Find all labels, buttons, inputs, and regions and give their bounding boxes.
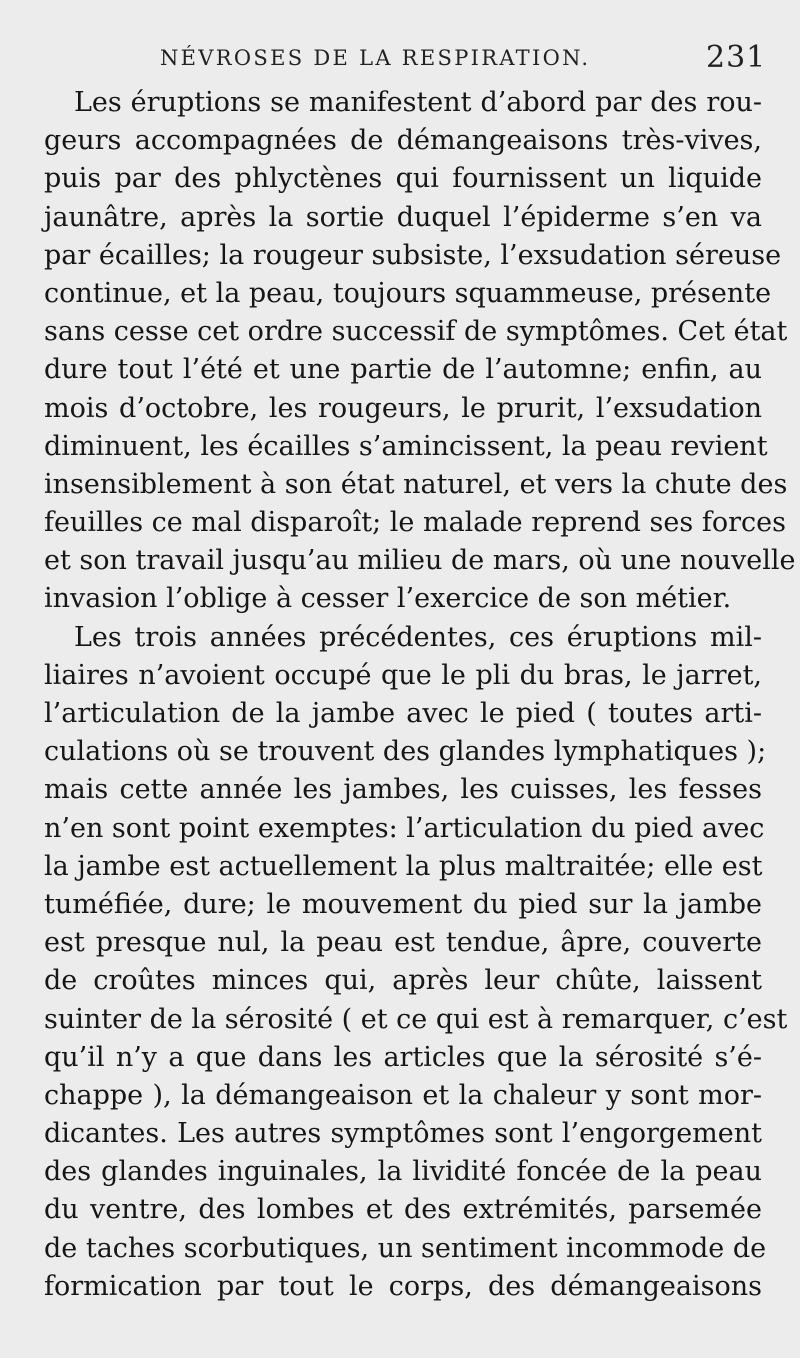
text-line: formication par tout le corps, des démangeaisons — [44, 1270, 762, 1302]
text-line: sans cesse cet ordre successif de symptômes. Cet état — [44, 316, 788, 348]
text-line: et son travail jusqu’au milieu de mars, où une nouvelle — [44, 545, 796, 577]
text-line: l’articulation de la jambe avec le pied ( toutes arti- — [44, 698, 762, 729]
text-line: qu’il n’y a que dans les articles que la sérosité s’é- — [44, 1041, 762, 1073]
text-line: culations où se trouvent des glandes lymphatiques ); — [44, 736, 767, 768]
text-line: puis par des phlyctènes qui fournissent un liquide — [44, 163, 762, 195]
text-line: jaunâtre, après la sortie duquel l’épiderme s’en va — [44, 201, 762, 233]
body-text — [44, 84, 796, 1306]
text-line: tuméfiée, dure; le mouvement du pied sur la jambe — [44, 888, 762, 920]
text-line: mais cette année les jambes, les cuisses, les fesses — [44, 774, 762, 806]
text-line: par écailles; la rougeur subsiste, l’exsudation séreuse — [44, 239, 782, 271]
text-line: de taches scorbutiques, un sentiment incommode de — [44, 1232, 767, 1264]
text-line: continue, et la peau, toujours squammeuse, présente — [44, 277, 772, 309]
text-line: geurs accompagnées de démangeaisons très-vives, — [44, 125, 762, 157]
running-title: NÉVROSES DE LA RESPIRATION. — [160, 46, 591, 70]
text-line: dure tout l’été et une partie de l’automne; enfin, au — [44, 354, 762, 386]
text-line: liaires n’avoient occupé que le pli du bras, le jarret, — [44, 659, 762, 691]
text-line: de croûtes minces qui, après leur chûte, laissent — [44, 965, 762, 997]
text-line: la jambe est actuellement la plus maltraitée; elle est — [44, 850, 763, 882]
text-line: feuilles ce mal disparoît; le malade reprend ses forces — [44, 507, 786, 539]
text-line: Les trois années précédentes, ces éruptions mil- — [74, 621, 762, 653]
text-line: invasion l’oblige à cesser l’exercice de son métier. — [44, 583, 732, 615]
text-line: mois d’octobre, les rougeurs, le prurit, l’exsudation — [44, 392, 762, 424]
text-line: n’en sont point exemptes: l’articulation du pied avec — [44, 812, 765, 844]
text-line: diminuent, les écailles s’amincissent, la peau revient — [44, 430, 768, 462]
text-line: des glandes inguinales, la lividité foncée de la peau — [44, 1156, 762, 1188]
text-line: Les éruptions se manifestent d’abord par des rou- — [74, 87, 762, 118]
text-line: insensiblement à son état naturel, et vers la chute des — [44, 468, 788, 500]
text-line: dicantes. Les autres symptômes sont l’engorgement — [44, 1118, 762, 1150]
page-number: 231 — [706, 40, 767, 75]
text-line: chappe ), la démangeaison et la chaleur y sont mor- — [44, 1079, 762, 1111]
running-head — [0, 40, 800, 80]
text-line: suinter de la sérosité ( et ce qui est à remarquer, c’est — [44, 1003, 788, 1035]
text-line: est presque nul, la peau est tendue, âpre, couverte — [44, 927, 762, 959]
text-line: du ventre, des lombes et des extrémités, parsemée — [44, 1194, 762, 1226]
